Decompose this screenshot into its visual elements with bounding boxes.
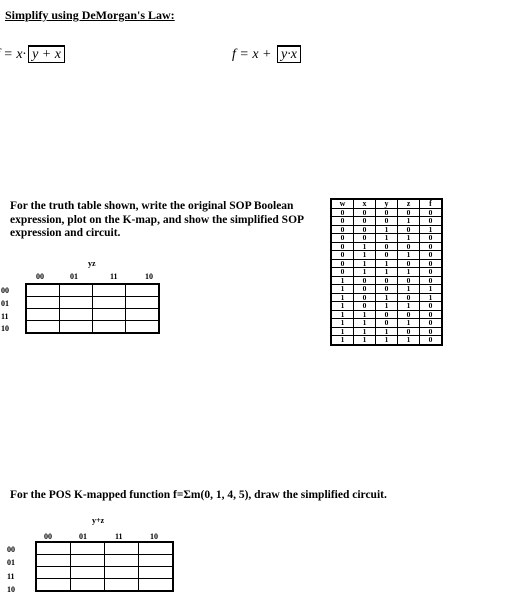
question-1-text: For the truth table shown, write the original SOP Boolean expression, plot on the K-map, and show the simplified SOP expression and circuit. [10, 200, 304, 239]
kmap2-cell[interactable] [36, 579, 71, 592]
truth-table-row [331, 285, 442, 294]
truth-table-row [331, 319, 442, 328]
kmap1-col-label-11: 11 [110, 272, 118, 281]
tt-cell-x: 0 [354, 302, 376, 311]
kmap1-cell[interactable] [126, 284, 160, 297]
tt-cell-f: 0 [420, 276, 443, 285]
kmap2-cell[interactable] [105, 567, 139, 579]
page-title: Simplify using DeMorgan's Law: [5, 8, 175, 22]
tt-cell-y: 0 [376, 251, 398, 260]
kmap1-cell[interactable] [93, 309, 126, 321]
tt-cell-f: 0 [420, 302, 443, 311]
tt-cell-y: 1 [376, 259, 398, 268]
tt-cell-f: 0 [420, 319, 443, 328]
eq2-eq: = x + [235, 47, 275, 62]
kmap1-row-label-10: 10 [1, 324, 9, 333]
kmap2-cell[interactable] [139, 567, 174, 579]
tt-cell-f: 0 [420, 336, 443, 345]
kmap2-col-label-11: 11 [115, 532, 123, 541]
tt-cell-x: 0 [354, 276, 376, 285]
tt-cell-w: 0 [331, 268, 354, 277]
kmap1-cell[interactable] [126, 309, 160, 321]
kmap1-col-label-00: 00 [36, 272, 44, 281]
kmap1-cell[interactable] [60, 321, 93, 334]
tt-cell-z: 0 [398, 242, 420, 251]
tt-cell-y: 0 [376, 208, 398, 217]
kmap2-cell[interactable] [71, 555, 105, 567]
tt-cell-z: 0 [398, 259, 420, 268]
tt-header-y: y [376, 199, 398, 208]
tt-cell-w: 1 [331, 319, 354, 328]
kmap2-cell[interactable] [139, 579, 174, 592]
kmap2-col-label-00: 00 [44, 532, 52, 541]
kmap2-row-label-01: 01 [7, 558, 15, 567]
kmap2-cell[interactable] [36, 567, 71, 579]
truth-table-row [331, 336, 442, 345]
kmap-2 [35, 541, 174, 592]
tt-cell-x: 0 [354, 234, 376, 243]
tt-cell-z: 0 [398, 327, 420, 336]
kmap2-row-label-10: 10 [7, 585, 15, 594]
equation-1 [0, 45, 65, 63]
kmap1-cell[interactable] [93, 321, 126, 334]
kmap1-cell[interactable] [126, 297, 160, 309]
tt-cell-x: 1 [354, 242, 376, 251]
kmap1-cell[interactable] [93, 297, 126, 309]
tt-cell-y: 0 [376, 319, 398, 328]
eq2-lhs: f [232, 47, 236, 62]
eq1-bracket [28, 45, 65, 63]
kmap2-row-label-00: 00 [7, 545, 15, 554]
tt-cell-z: 1 [398, 251, 420, 260]
tt-cell-z: 0 [398, 276, 420, 285]
tt-cell-x: 1 [354, 327, 376, 336]
tt-cell-w: 0 [331, 208, 354, 217]
tt-header-z: z [398, 199, 420, 208]
eq2-bracket [277, 45, 301, 63]
truth-table-body [331, 208, 442, 345]
kmap1-cell[interactable] [60, 284, 93, 297]
kmap1-cell[interactable] [26, 321, 60, 334]
tt-cell-f: 0 [420, 234, 443, 243]
kmap1-row-label-00: 00 [1, 286, 9, 295]
kmap1-cell[interactable] [60, 309, 93, 321]
kmap2-cell[interactable] [36, 542, 71, 555]
tt-cell-y: 0 [376, 276, 398, 285]
tt-cell-y: 0 [376, 217, 398, 226]
eq2-dot: · [287, 47, 291, 62]
truth-table-row [331, 234, 442, 243]
kmap1-cell[interactable] [26, 309, 60, 321]
kmap1-cell[interactable] [126, 321, 160, 334]
tt-cell-y: 0 [376, 242, 398, 251]
kmap2-col-label-10: 10 [150, 532, 158, 541]
tt-cell-y: 0 [376, 310, 398, 319]
tt-cell-f: 0 [420, 259, 443, 268]
kmap2-cell[interactable] [36, 555, 71, 567]
tt-cell-x: 0 [354, 293, 376, 302]
kmap1-column-variable: yz [88, 259, 96, 268]
tt-cell-y: 1 [376, 268, 398, 277]
tt-cell-z: 0 [398, 208, 420, 217]
kmap2-column-variable: y+z [92, 516, 105, 525]
tt-cell-x: 1 [354, 319, 376, 328]
tt-cell-x: 0 [354, 225, 376, 234]
tt-cell-x: 1 [354, 310, 376, 319]
kmap2-cell[interactable] [105, 555, 139, 567]
eq1-eq: = x· [0, 47, 27, 62]
kmap1-row-label-01: 01 [1, 299, 9, 308]
kmap1-col-label-01: 01 [70, 272, 78, 281]
kmap2-row-label-11: 11 [7, 572, 15, 581]
truth-table-row [331, 251, 442, 260]
tt-cell-w: 1 [331, 285, 354, 294]
tt-cell-f: 0 [420, 217, 443, 226]
kmap1-row-label-11: 11 [1, 312, 9, 321]
tt-cell-y: 1 [376, 302, 398, 311]
eq1-term1: $\overline{y}$ [32, 47, 39, 62]
tt-cell-y: 1 [376, 293, 398, 302]
truth-table-row [331, 302, 442, 311]
kmap2-cell[interactable] [71, 542, 105, 555]
tt-cell-f: 0 [420, 310, 443, 319]
tt-cell-y: 1 [376, 336, 398, 345]
tt-cell-z: 1 [398, 234, 420, 243]
kmap1-cell[interactable] [60, 297, 93, 309]
eq2-term2: $\overline{x}$ [290, 47, 297, 62]
tt-cell-z: 1 [398, 336, 420, 345]
tt-cell-w: 1 [331, 302, 354, 311]
tt-cell-w: 0 [331, 251, 354, 260]
equation-2 [232, 45, 301, 63]
tt-cell-y: 1 [376, 327, 398, 336]
truth-table-row [331, 268, 442, 277]
kmap-1 [25, 283, 160, 334]
kmap2-cell[interactable] [105, 579, 139, 592]
tt-cell-z: 0 [398, 310, 420, 319]
tt-cell-x: 1 [354, 268, 376, 277]
tt-cell-f: 0 [420, 327, 443, 336]
tt-cell-f: 1 [420, 225, 443, 234]
tt-cell-z: 1 [398, 217, 420, 226]
tt-cell-z: 0 [398, 225, 420, 234]
tt-header-w: w [331, 199, 354, 208]
kmap2-cell[interactable] [71, 567, 105, 579]
kmap1-col-label-10: 10 [145, 272, 153, 281]
tt-cell-f: 0 [420, 251, 443, 260]
kmap2-cell[interactable] [139, 542, 174, 555]
tt-cell-f: 0 [420, 242, 443, 251]
kmap1-cell[interactable] [26, 284, 60, 297]
tt-cell-w: 1 [331, 327, 354, 336]
tt-header-x: x [354, 199, 376, 208]
tt-cell-w: 0 [331, 225, 354, 234]
tt-cell-x: 0 [354, 285, 376, 294]
tt-cell-x: 0 [354, 217, 376, 226]
tt-cell-w: 0 [331, 217, 354, 226]
eq1-term2: $\overline{x}$ [54, 47, 61, 62]
kmap1-cell[interactable] [93, 284, 126, 297]
eq1-plus: + [38, 47, 55, 62]
question-2-text: For the POS K-mapped function f=Σm(0, 1, 4, 5), draw the simplified circuit. [10, 489, 387, 501]
tt-cell-f: 0 [420, 268, 443, 277]
tt-cell-w: 1 [331, 276, 354, 285]
tt-cell-y: 0 [376, 285, 398, 294]
kmap1-cell[interactable] [26, 297, 60, 309]
truth-table [330, 198, 443, 346]
tt-cell-y: 1 [376, 225, 398, 234]
tt-cell-z: 1 [398, 319, 420, 328]
tt-cell-z: 1 [398, 268, 420, 277]
tt-cell-f: 1 [420, 285, 443, 294]
tt-cell-x: 1 [354, 259, 376, 268]
tt-cell-x: 1 [354, 251, 376, 260]
tt-cell-z: 1 [398, 302, 420, 311]
kmap2-cell[interactable] [105, 542, 139, 555]
tt-cell-w: 1 [331, 293, 354, 302]
kmap2-col-label-01: 01 [79, 532, 87, 541]
tt-cell-w: 0 [331, 259, 354, 268]
tt-cell-z: 1 [398, 285, 420, 294]
eq2-term1: $\overline{y}$ [281, 47, 288, 62]
kmap2-cell[interactable] [139, 555, 174, 567]
tt-header-f: f [420, 199, 443, 208]
kmap2-cell[interactable] [71, 579, 105, 592]
tt-cell-x: 0 [354, 208, 376, 217]
tt-cell-f: 1 [420, 293, 443, 302]
tt-cell-f: 0 [420, 208, 443, 217]
tt-cell-y: 1 [376, 234, 398, 243]
truth-table-row [331, 217, 442, 226]
tt-cell-w: 0 [331, 242, 354, 251]
tt-cell-x: 1 [354, 336, 376, 345]
tt-cell-w: 1 [331, 310, 354, 319]
tt-cell-w: 1 [331, 336, 354, 345]
tt-cell-w: 0 [331, 234, 354, 243]
tt-cell-z: 0 [398, 293, 420, 302]
